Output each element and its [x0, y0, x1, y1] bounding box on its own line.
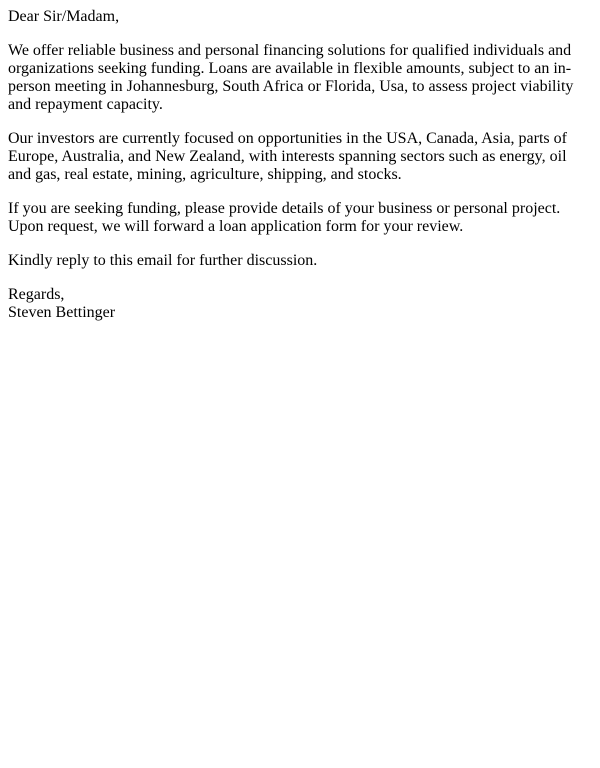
salutation: Dear Sir/Madam, — [8, 8, 120, 25]
email-body — [0, 0, 600, 322]
signoff — [8, 286, 592, 322]
closing: Regards, — [8, 286, 65, 303]
paragraph-request: If you are seeking funding, please provide details of your business or personal project. Upon request, we will forward a loan application form for your review. — [8, 200, 561, 235]
paragraph-offer: We offer reliable business and personal financing solutions for qualified individuals and organizations seeking funding. Loans are available in flexible amounts, subject to an in-person meeting in Johannesburg, South Africa or Florida, Usa, to assess project viability and repayment capacity. — [8, 42, 574, 113]
sender-name: Steven Bettinger — [8, 304, 116, 321]
paragraph-investors: Our investors are currently focused on opportunities in the USA, Canada, Asia, parts of Europe, Australia, and New Zealand, with interests spanning sectors such as energy, oil and gas, real estate, mining, agriculture, shipping, and stocks. — [8, 130, 567, 183]
paragraph-reply: Kindly reply to this email for further discussion. — [8, 252, 318, 269]
